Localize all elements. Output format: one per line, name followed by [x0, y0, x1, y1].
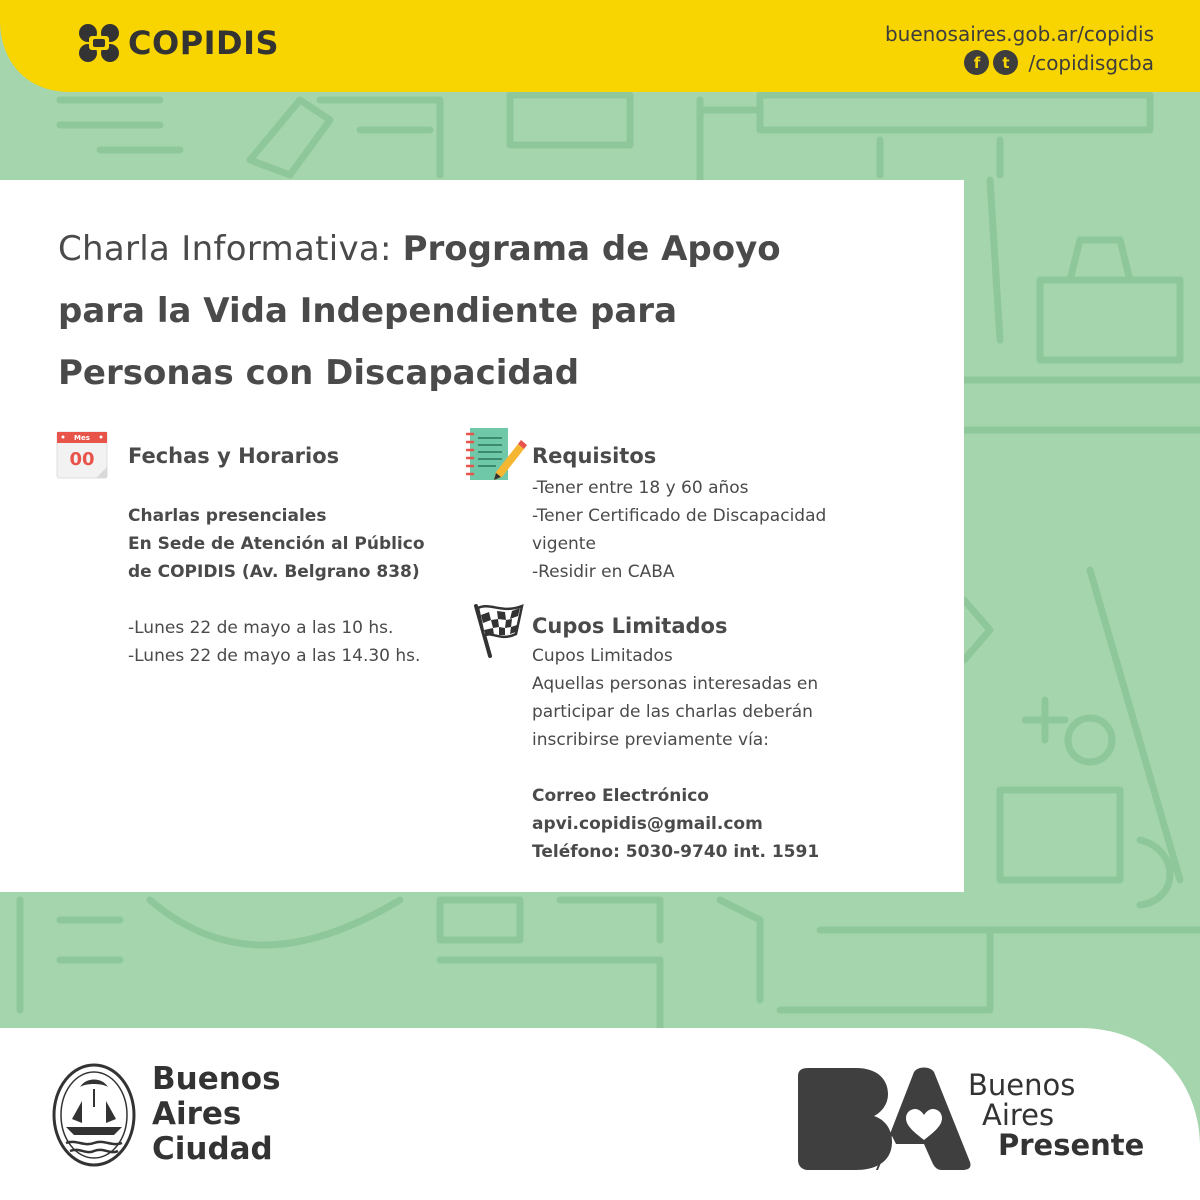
requirement-item: -Residir en CABA — [532, 562, 675, 582]
date-item: -Lunes 22 de mayo a las 10 hs. — [128, 618, 394, 638]
venue-block — [128, 502, 458, 586]
requirements-list — [532, 474, 892, 586]
ba-presente-line: Buenos — [968, 1068, 1076, 1102]
cupos-heading: Cupos Limitados — [532, 614, 728, 638]
requirement-item: -Tener entre 18 y 60 años — [532, 478, 749, 498]
calendar-month: Mes — [74, 434, 90, 442]
social-row — [885, 50, 1154, 75]
page-title — [58, 218, 838, 404]
copidis-wordmark: COPIDIS — [128, 24, 280, 62]
calendar-icon — [56, 430, 108, 480]
email-label: Correo Electrónico — [532, 786, 709, 806]
requirement-item: -Tener Certificado de Discapacidad vigente — [532, 506, 827, 554]
contact-block — [532, 782, 892, 866]
ba-heart-mark-icon — [796, 1066, 972, 1172]
city-logo-line: Buenos — [152, 1061, 281, 1097]
checkered-flag-icon — [472, 602, 526, 658]
ba-presente-line: Presente — [998, 1128, 1145, 1162]
venue-line: Charlas presenciales — [128, 506, 327, 526]
social-handle[interactable]: /copidisgcba — [1028, 50, 1154, 75]
city-seal-icon — [52, 1063, 136, 1167]
date-item: -Lunes 22 de mayo a las 14.30 hs. — [128, 646, 421, 666]
cupos-line: Aquellas personas interesadas en participar de las charlas deberán inscribirse previamente vía: — [532, 674, 819, 750]
title-prefix: Charla Informativa: — [58, 229, 392, 269]
copidis-mark-icon — [76, 20, 122, 66]
ba-presente-logo[interactable] — [796, 1066, 1156, 1172]
city-logo-line: Ciudad — [152, 1131, 273, 1167]
cupos-body — [532, 642, 892, 754]
header-contact — [885, 22, 1154, 75]
phone-number[interactable]: Teléfono: 5030-9740 int. 1591 — [532, 842, 820, 862]
city-logo-text — [152, 1062, 281, 1167]
venue-line: de COPIDIS (Av. Belgrano 838) — [128, 562, 420, 582]
dates-block — [128, 614, 458, 670]
ba-presente-line: Aires — [982, 1098, 1055, 1132]
cupos-line: Cupos Limitados — [532, 646, 673, 666]
email-link[interactable]: apvi.copidis@gmail.com — [532, 814, 763, 834]
calendar-day: 00 — [69, 449, 95, 470]
buenos-aires-ciudad-logo[interactable] — [52, 1062, 281, 1167]
twitter-icon[interactable]: t — [993, 50, 1018, 75]
website-link[interactable]: buenosaires.gob.ar/copidis — [884, 22, 1154, 46]
requirements-heading: Requisitos — [532, 444, 657, 468]
notebook-pencil-icon — [466, 426, 528, 484]
facebook-icon[interactable]: f — [964, 50, 989, 75]
title-main: Programa de Apoyo para la Vida Independiente para Personas con Discapacidad — [58, 229, 781, 393]
venue-line: En Sede de Atención al Público — [128, 534, 425, 554]
copidis-logo[interactable] — [76, 20, 279, 66]
ba-presente-text — [968, 1070, 1144, 1160]
city-logo-line: Aires — [152, 1096, 242, 1132]
schedule-heading: Fechas y Horarios — [128, 444, 340, 468]
